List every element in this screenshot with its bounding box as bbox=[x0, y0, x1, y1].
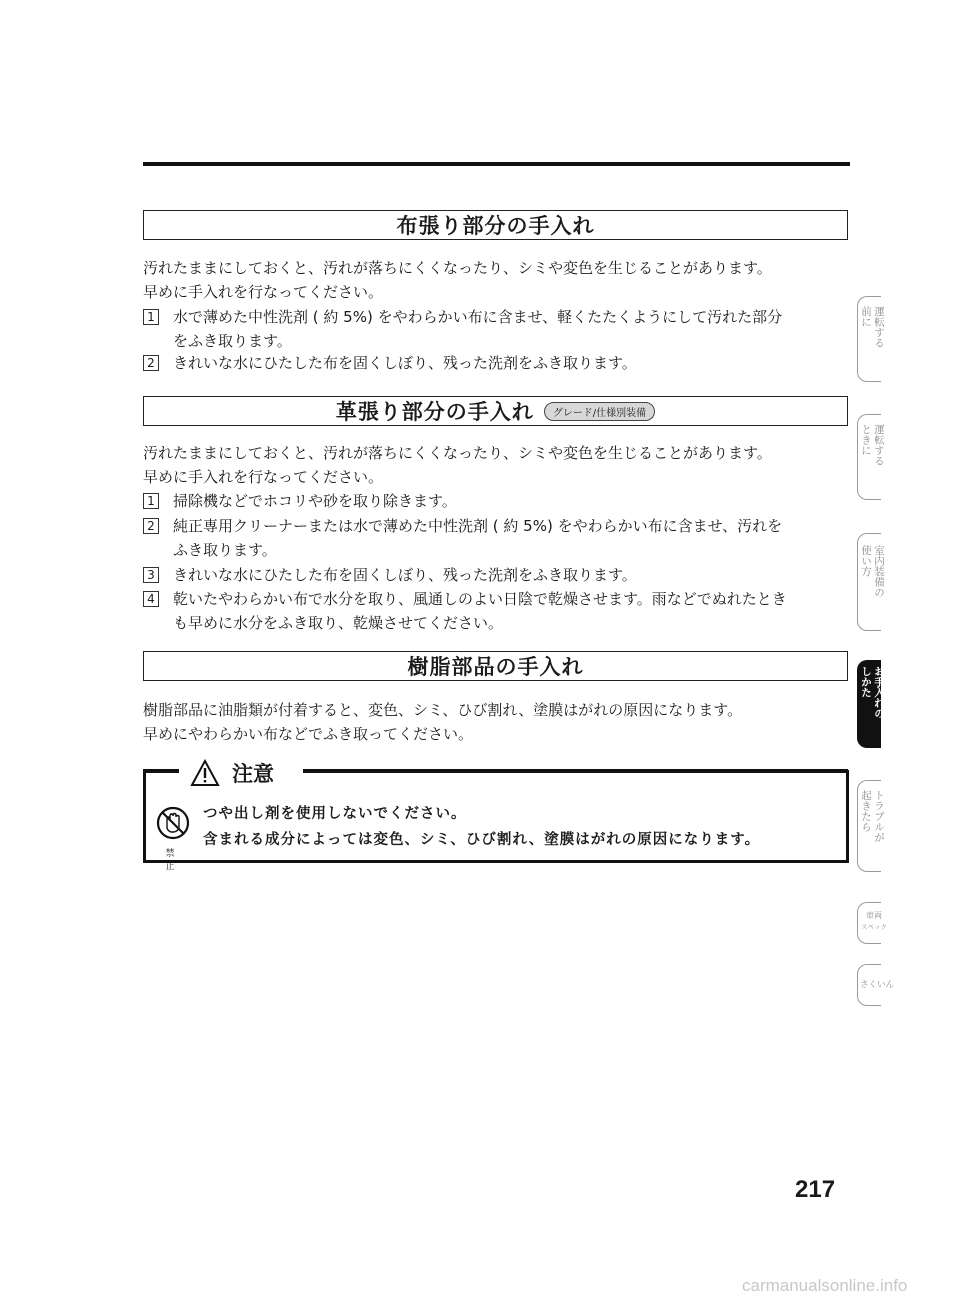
section-title: 布張り部分の手入れ bbox=[396, 214, 595, 238]
side-tab-label bbox=[860, 424, 884, 466]
intro-line: 早めに手入れを行なってください。 bbox=[143, 468, 384, 486]
step-line: 純正専用クリーナーまたは水で薄めた中性洗剤 ( 約 5%) をやわらかい布に含ませ、汚れを bbox=[173, 517, 783, 535]
step-line: 掃除機などでホコリや砂を取り除きます。 bbox=[173, 492, 457, 510]
step-line: きれいな水にひたした布を固くしぼり、残った洗剤をふき取ります。 bbox=[173, 354, 637, 372]
step-text bbox=[173, 351, 853, 375]
tab-col: 使い方 bbox=[860, 545, 872, 577]
tab-col: お手入れの bbox=[873, 666, 885, 719]
tab-col: スペック bbox=[861, 923, 887, 931]
step-item bbox=[143, 514, 855, 562]
step-item bbox=[143, 305, 855, 353]
caution-label: 注意 bbox=[232, 762, 274, 786]
section-title: 革張り部分の手入れ bbox=[335, 400, 534, 424]
section-header-fabric bbox=[143, 210, 848, 240]
step-item bbox=[143, 563, 855, 587]
intro-line: 汚れたままにしておくと、汚れが落ちにくくなったり、シミや変色を生じることがあります。 bbox=[143, 259, 772, 277]
tab-col: 前に bbox=[860, 306, 872, 327]
section-title: 樹脂部品の手入れ bbox=[407, 655, 584, 679]
top-rule bbox=[143, 162, 850, 166]
section-header-resin bbox=[143, 651, 848, 681]
step-text bbox=[173, 305, 853, 353]
step-item bbox=[143, 489, 855, 513]
tab-col: ときに bbox=[860, 424, 872, 456]
step-text bbox=[173, 563, 853, 587]
tab-col: 室内装備の bbox=[873, 545, 885, 598]
side-tab-label bbox=[860, 545, 884, 598]
intro-line: 樹脂部品に油脂類が付着すると、変色、シミ、ひび割れ、塗膜はがれの原因になります。 bbox=[143, 701, 743, 719]
intro-line: 早めにやわらかい布などでふき取ってください。 bbox=[143, 725, 474, 743]
caution-line: つや出し剤を使用しないでください。 bbox=[203, 806, 467, 822]
tab-col: 運転する bbox=[873, 424, 885, 466]
step-number: 2 bbox=[143, 355, 159, 371]
side-tab-label bbox=[860, 666, 884, 719]
prohibition-caption: 禁 止 bbox=[165, 849, 181, 872]
step-number: 1 bbox=[143, 309, 159, 325]
caution-line: 含まれる成分によっては変色、シミ、ひび割れ、塗膜はがれの原因になります。 bbox=[203, 832, 761, 848]
side-tab-label bbox=[860, 978, 894, 990]
tab-col: 車両 bbox=[866, 911, 882, 920]
step-line: きれいな水にひたした布を固くしぼり、残った洗剤をふき取ります。 bbox=[173, 566, 637, 584]
prohibition-mark bbox=[156, 806, 190, 872]
step-line: も早めに水分をふき取り、乾燥させてください。 bbox=[173, 614, 504, 632]
side-tab-label bbox=[860, 790, 884, 843]
page-number: 217 bbox=[795, 1176, 836, 1203]
side-tab-label bbox=[860, 306, 884, 348]
intro-line: 早めに手入れを行なってください。 bbox=[143, 283, 384, 301]
side-tab-label bbox=[861, 910, 887, 931]
step-text bbox=[173, 489, 853, 513]
step-line: ふき取ります。 bbox=[173, 541, 277, 559]
tab-col: 起きたら bbox=[860, 790, 872, 832]
step-text bbox=[173, 514, 853, 562]
tab-col: さくいん bbox=[860, 980, 895, 990]
step-line: 水で薄めた中性洗剤 ( 約 5%) をやわらかい布に含ませ、軽くたたくようにして汚れた部分 bbox=[173, 308, 783, 326]
step-number: 4 bbox=[143, 591, 159, 607]
intro-line: 汚れたままにしておくと、汚れが落ちにくくなったり、シミや変色を生じることがあります。 bbox=[143, 444, 772, 462]
step-item bbox=[143, 587, 855, 635]
step-line: 乾いたやわらかい布で水分を取り、風通しのよい日陰で乾燥させます。雨などでぬれたとき bbox=[173, 590, 787, 608]
step-item bbox=[143, 351, 855, 375]
tab-col: トラブルが bbox=[873, 790, 885, 843]
grade-badge: グレード/仕様別装備 bbox=[544, 402, 655, 421]
prohibited-hand-icon bbox=[156, 806, 190, 840]
step-number: 1 bbox=[143, 493, 159, 509]
tab-col: しかた bbox=[860, 666, 872, 698]
step-line: をふき取ります。 bbox=[173, 332, 292, 350]
tab-col: 運転する bbox=[873, 306, 885, 348]
step-number: 2 bbox=[143, 518, 159, 534]
step-text bbox=[173, 587, 853, 635]
watermark: carmanualsonline.info bbox=[742, 1276, 908, 1295]
section-header-leather bbox=[143, 396, 848, 426]
step-number: 3 bbox=[143, 567, 159, 583]
